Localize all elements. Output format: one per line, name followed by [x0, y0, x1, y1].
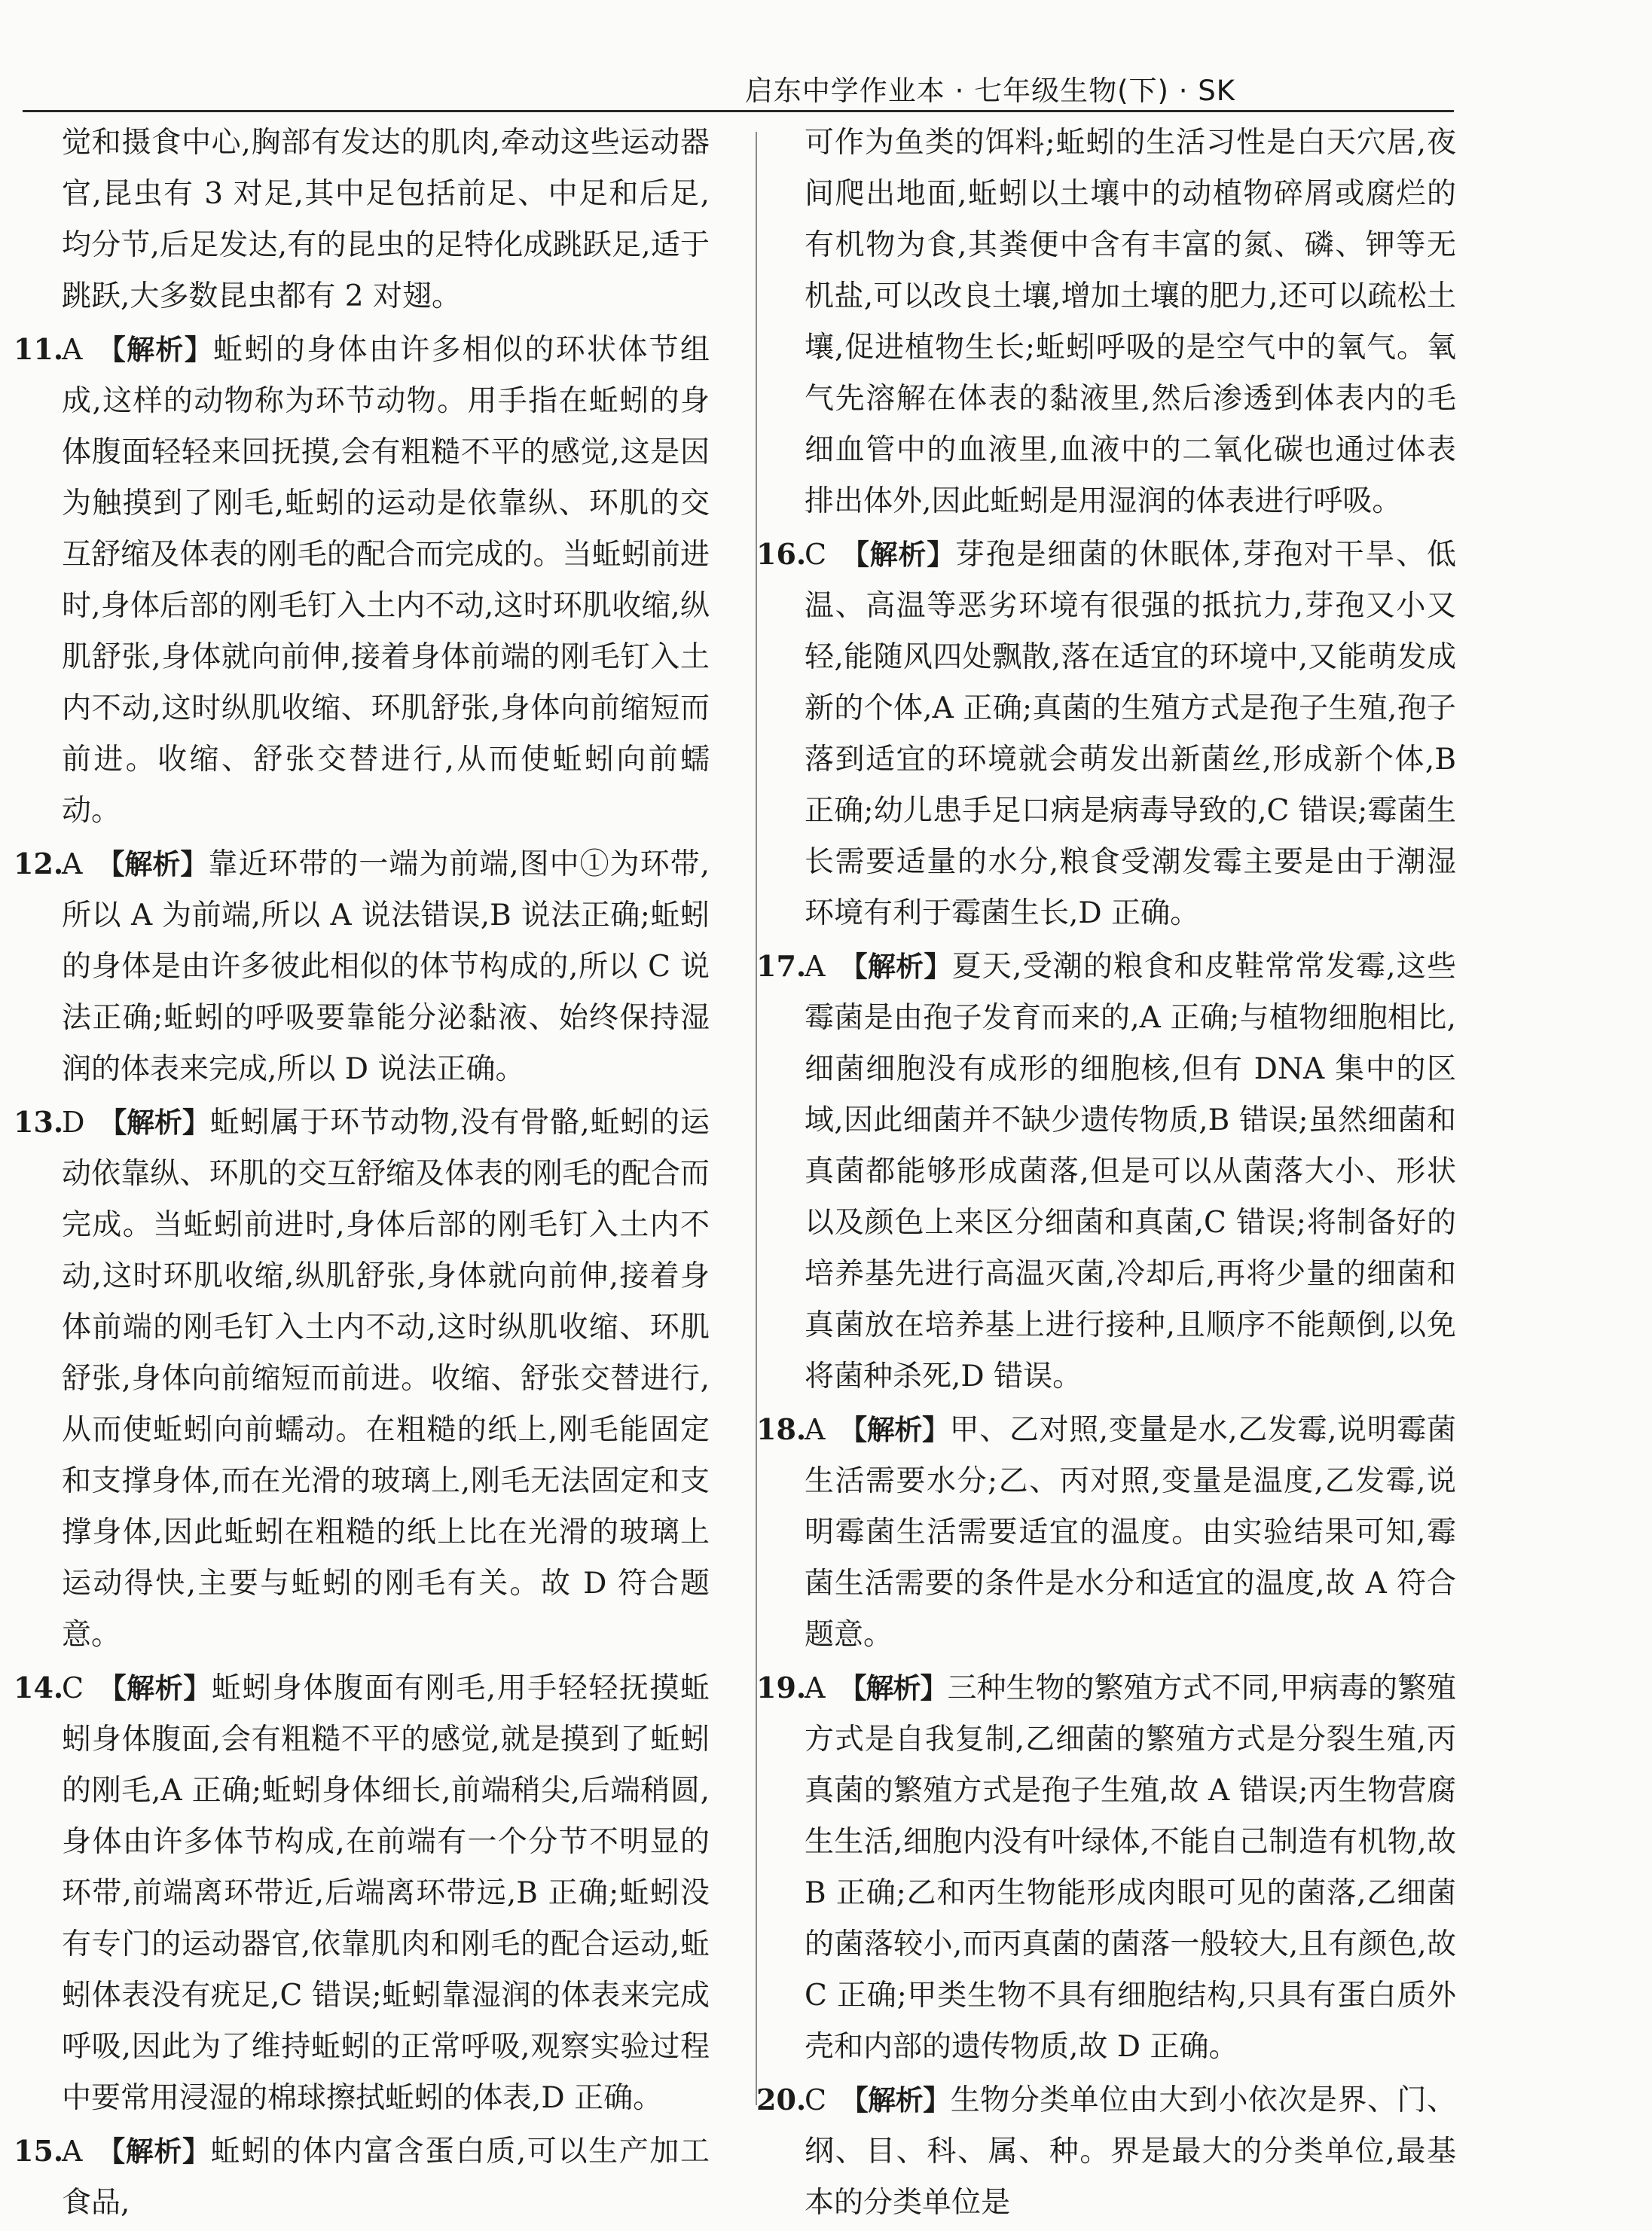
- answer-choice: A: [62, 847, 83, 880]
- continuation-text: 可作为鱼类的饵料;蚯蚓的生活习性是白天穴居,夜间爬出地面,蚯蚓以土壤中的动植物碎屑或腐烂的有机物为食,其粪便中含有丰富的氮、磷、钾等无机盐,可以改良土壤,增加土壤的肥力,还可以疏松土壤,促进植物生长;蚯蚓呼吸的是空气中的氧气。氧气先溶解在体表的黏液里,然后渗透到体表内的毛细血管中的血液里,血液中的二氧化碳也通过体表排出体外,因此蚯蚓是用湿润的体表进行呼吸。: [805, 126, 1456, 518]
- analysis-text: 甲、乙对照,变量是水,乙发霉,说明霉菌生活需要水分;乙、丙对照,变量是温度,乙发霉,说明霉菌生活需要适宜的温度。由实验结果可知,霉菌生活需要的条件是水分和适宜的温度,故 A 符合题意。: [805, 1413, 1456, 1652]
- answer-item: [14, 1662, 710, 2124]
- answer-list: [756, 529, 1457, 2229]
- analysis-tag: 【解析】: [840, 539, 956, 571]
- analysis-text: 三种生物的繁殖方式不同,甲病毒的繁殖方式是自我复制,乙细菌的繁殖方式是分裂生殖,丙真菌的繁殖方式是孢子生殖,故 A 错误;丙生物营腐生生活,细胞内没有叶绿体,不能自己制造有机物,故 B 正确;乙和丙生物能形成肉眼可见的菌落,乙细菌的菌落较小,而丙真菌的菌落一般较大,且有颜色,故 C 正确;甲类生物不具有细胞结构,只具有蛋白质外壳和内部的遗传物质,故 D 正确。: [805, 1671, 1457, 2064]
- analysis-tag: 【解析】: [840, 2084, 951, 2117]
- analysis-text: 靠近环带的一端为前端,图中①为环带,所以 A 为前端,所以 A 说法错误,B 说法正确;蚯蚓的身体是由许多彼此相似的体节构成的,所以 C 说法正确;蚯蚓的呼吸要靠能分泌黏液、始终保持湿润的体表来完成,所以 D 说法正确。: [62, 847, 710, 1086]
- answer-item: [756, 1662, 1456, 2073]
- question-number: 11.: [14, 332, 64, 366]
- analysis-text: 生物分类单位由大到小依次是界、门、纲、目、科、属、种。界是最大的分类单位,最基本的分类单位是: [805, 2083, 1456, 2220]
- analysis-tag: 【解析】: [838, 1672, 948, 1705]
- answer-choice: A: [805, 950, 826, 983]
- answer-list: [14, 324, 710, 2229]
- analysis-text: 蚯蚓的体内富含蛋白质,可以生产加工食品,: [62, 2135, 710, 2220]
- answer-choice: D: [62, 1106, 85, 1139]
- analysis-text: 蚯蚓的身体由许多相似的环状体节组成,这样的动物称为环节动物。用手指在蚯蚓的身体腹面轻轻来回抚摸,会有粗糙不平的感觉,这是因为触摸到了刚毛,蚯蚓的运动是依靠纵、环肌的交互舒缩及体表的刚毛的配合而完成的。当蚯蚓前进时,身体后部的刚毛钉入土内不动,这时环肌收缩,纵肌舒张,身体就向前伸,接着身体前端的刚毛钉入土内不动,这时纵肌收缩、环肌舒张,身体向前缩短而前进。收缩、舒张交替进行,从而使蚯蚓向前蠕动。: [62, 333, 710, 828]
- question-number: 12.: [14, 847, 64, 880]
- answer-item: [14, 1097, 710, 1661]
- analysis-tag: 【解析】: [838, 951, 952, 983]
- answer-choice: A: [805, 1413, 826, 1446]
- answer-choice: C: [805, 538, 827, 571]
- question-number: 20.: [756, 2083, 807, 2117]
- answer-choice: A: [62, 2135, 83, 2168]
- question-number: 16.: [756, 537, 807, 571]
- answer-choice: A: [62, 333, 83, 366]
- answer-item: [756, 529, 1456, 939]
- answer-item: [14, 2126, 710, 2229]
- question-number: 19.: [756, 1671, 807, 1705]
- analysis-tag: 【解析】: [98, 1106, 210, 1139]
- analysis-text: 芽孢是细菌的休眠体,芽孢对干旱、低温、高温等恶劣环境有很强的抵抗力,芽孢又小又轻,能随风四处飘散,落在适宜的环境中,又能萌发成新的个体,A 正确;真菌的生殖方式是孢子生殖,孢子落到适宜的环境就会萌发出新菌丝,形成新个体,B 正确;幼儿患手足口病是病毒导致的,C 错误;霉菌生长需要适量的水分,粮食受潮发霉主要是由于潮湿环境有利于霉菌生长,D 正确。: [805, 538, 1456, 930]
- answer-item: [756, 1404, 1456, 1661]
- answer-choice: C: [62, 1671, 84, 1705]
- answer-choice: A: [805, 1671, 826, 1705]
- analysis-tag: 【解析】: [96, 848, 209, 880]
- analysis-text: 蚯蚓身体腹面有刚毛,用手轻轻抚摸蚯蚓身体腹面,会有粗糙不平的感觉,就是摸到了蚯蚓的刚毛,A 正确;蚯蚓身体细长,前端稍尖,后端稍圆,身体由许多体节构成,在前端有一个分节不明显的环带,前端离环带近,后端离环带远,B 正确;蚯蚓没有专门的运动器官,依靠肌肉和刚毛的配合运动,蚯蚓体表没有疣足,C 错误;蚯蚓靠湿润的体表来完成呼吸,因此为了维持蚯蚓的正常呼吸,观察实验过程中要常用浸湿的棉球擦拭蚯蚓的体表,D 正确。: [62, 1671, 710, 2115]
- answer-choice: C: [805, 2083, 827, 2117]
- question-number: 13.: [14, 1105, 64, 1139]
- page-title: 启东中学作业本 · 七年级生物(下) · SK: [744, 75, 1235, 107]
- answer-item: [14, 324, 710, 837]
- question-number: 14.: [14, 1671, 64, 1705]
- analysis-tag: 【解析】: [96, 2135, 211, 2168]
- analysis-tag: 【解析】: [96, 334, 214, 366]
- question-number: 18.: [756, 1412, 807, 1446]
- right-column: [756, 118, 1457, 2230]
- continuation-text: 觉和摄食中心,胸部有发达的肌肉,牵动这些运动器官,昆虫有 3 对足,其中足包括前足、中足和后足,均分节,后足发达,有的昆虫的足特化成跳跃足,适于跳跃,大多数昆虫都有 2 对翅。: [62, 126, 710, 313]
- question-number: 17.: [756, 949, 807, 983]
- answer-item: [756, 2074, 1456, 2229]
- answer-item: [14, 838, 710, 1095]
- left-column: [14, 118, 710, 2230]
- analysis-text: 夏天,受潮的粮食和皮鞋常常发霉,这些霉菌是由孢子发育而来的,A 正确;与植物细胞相比,细菌细胞没有成形的细胞核,但有 DNA 集中的区域,因此细菌并不缺少遗传物质,B 错误;虽然细菌和真菌都能够形成菌落,但是可以从菌落大小、形状以及颜色上来区分细菌和真菌,C 错误;将制备好的培养基先进行高温灭菌,冷却后,再将少量的细菌和真菌放在培养基上进行接种,且顺序不能颠倒,以免将菌种杀死,D 错误。: [805, 950, 1457, 1393]
- page-header: [23, 66, 1454, 112]
- analysis-text: 蚯蚓属于环节动物,没有骨骼,蚯蚓的运动依靠纵、环肌的交互舒缩及体表的刚毛的配合而完成。当蚯蚓前进时,身体后部的刚毛钉入土内不动,这时环肌收缩,纵肌舒张,身体就向前伸,接着身体前端的刚毛钉入土内不动,这时纵肌收缩、环肌舒张,身体向前缩短而前进。收缩、舒张交替进行,从而使蚯蚓向前蠕动。在粗糙的纸上,刚毛能固定和支撑身体,而在光滑的玻璃上,刚毛无法固定和支撑身体,因此蚯蚓在粗糙的纸上比在光滑的玻璃上运动得快,主要与蚯蚓的刚毛有关。故 D 符合题意。: [62, 1106, 710, 1652]
- analysis-tag: 【解析】: [97, 1672, 212, 1705]
- question-number: 15.: [14, 2134, 64, 2168]
- analysis-tag: 【解析】: [838, 1414, 950, 1446]
- answer-item: [756, 941, 1456, 1402]
